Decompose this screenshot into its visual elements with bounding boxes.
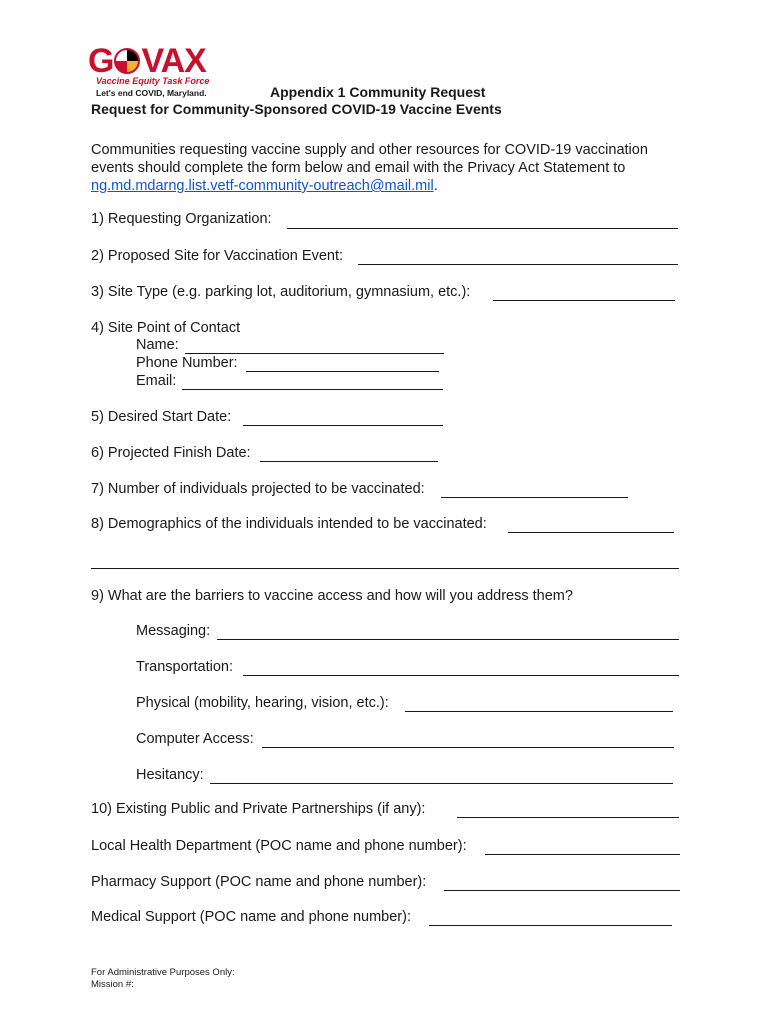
field-poc-name: Name: (136, 337, 179, 353)
task-force-label: Vaccine Equity Task Force (96, 76, 210, 86)
field-barriers: 9) What are the barriers to vaccine access and how will you address them? (91, 588, 573, 604)
pharmacy-support-line[interactable] (444, 890, 680, 891)
mission-number-label: Mission #: (91, 979, 134, 990)
computer-access-line[interactable] (262, 747, 674, 748)
govax-wordmark: G VAX (88, 42, 206, 80)
admin-footer (91, 967, 235, 991)
local-health-line[interactable] (485, 854, 680, 855)
finish-date-line[interactable] (260, 461, 438, 462)
field-poc-email: Email: (136, 373, 177, 389)
start-date-line[interactable] (243, 425, 443, 426)
title-appendix: Appendix 1 Community Request (270, 84, 486, 100)
maryland-flag-circle-icon (114, 48, 140, 74)
physical-line[interactable] (405, 711, 673, 712)
site-type-line[interactable] (493, 300, 675, 301)
demographics-line-2[interactable] (91, 568, 679, 569)
field-proposed-site: 2) Proposed Site for Vaccination Event: (91, 248, 344, 264)
field-number-vaccinated: 7) Number of individuals projected to be vaccinated: (91, 481, 425, 497)
proposed-site-line[interactable] (358, 264, 678, 265)
transportation-line[interactable] (243, 675, 679, 676)
number-vaccinated-line[interactable] (441, 497, 628, 498)
field-projected-finish-date: 6) Projected Finish Date: (91, 445, 251, 461)
field-demographics: 8) Demographics of the individuals intended to be vaccinated: (91, 516, 487, 532)
partnerships-line[interactable] (457, 817, 679, 818)
field-hesitancy: Hesitancy: (136, 767, 204, 783)
field-poc-phone: Phone Number: (136, 355, 238, 371)
field-local-health-department: Local Health Department (POC name and phone number): (91, 838, 467, 854)
medical-support-line[interactable] (429, 925, 672, 926)
requesting-organization-line[interactable] (287, 228, 678, 229)
intro-paragraph: Communities requesting vaccine supply and other resources for COVID-19 vaccination events should complete the form below and email with the Privacy Act Statement to ng.md.mdarng.list.vetf-community-outreach@mail.mil. (91, 142, 648, 194)
field-pharmacy-support: Pharmacy Support (POC name and phone number): (91, 874, 427, 890)
outreach-email-link[interactable]: ng.md.mdarng.list.vetf-community-outreach@mail.mil (91, 178, 434, 194)
field-computer-access: Computer Access: (136, 731, 254, 747)
slogan-label: Let's end COVID, Maryland. (96, 88, 207, 98)
hesitancy-line[interactable] (210, 783, 673, 784)
field-partnerships: 10) Existing Public and Private Partnerships (if any): (91, 801, 426, 817)
title-request: Request for Community-Sponsored COVID-19 Vaccine Events (91, 101, 502, 117)
field-medical-support: Medical Support (POC name and phone number): (91, 909, 411, 925)
poc-email-line[interactable] (182, 389, 443, 390)
demographics-line[interactable] (508, 532, 674, 533)
field-requesting-organization: 1) Requesting Organization: (91, 211, 272, 227)
field-transportation: Transportation: (136, 659, 233, 675)
field-site-type: 3) Site Type (e.g. parking lot, auditorium, gymnasium, etc.): (91, 284, 471, 300)
admin-purposes-label: For Administrative Purposes Only: (91, 967, 235, 978)
field-site-poc: 4) Site Point of Contact (91, 320, 241, 336)
field-physical: Physical (mobility, hearing, vision, etc.): (136, 695, 389, 711)
poc-name-line[interactable] (185, 353, 444, 354)
poc-phone-line[interactable] (246, 371, 439, 372)
field-messaging: Messaging: (136, 623, 211, 639)
field-desired-start-date: 5) Desired Start Date: (91, 409, 232, 425)
govax-logo (88, 44, 238, 104)
messaging-line[interactable] (217, 639, 679, 640)
